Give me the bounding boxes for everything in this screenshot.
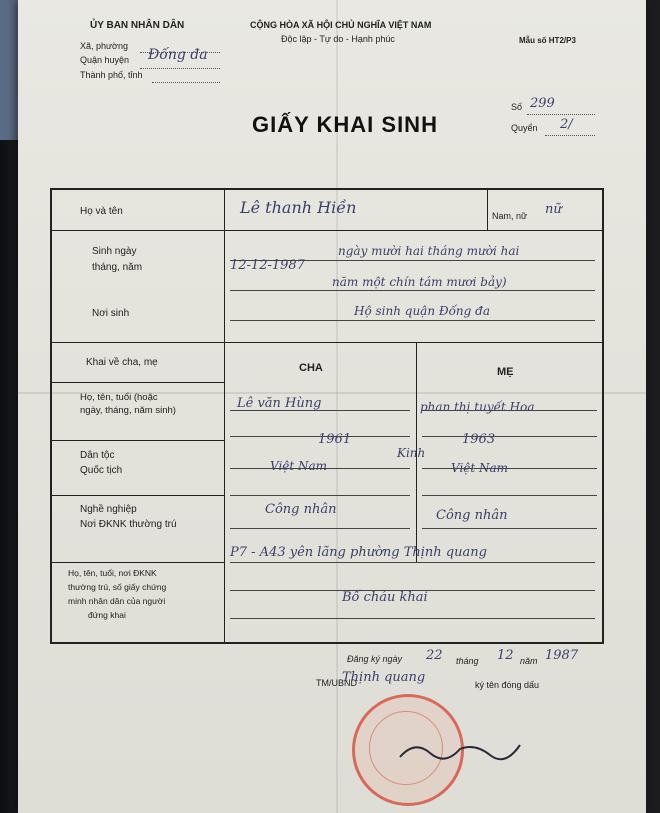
number-line: [527, 114, 595, 115]
year-word: năm: [520, 656, 538, 666]
father-job: Công nhân: [265, 502, 337, 517]
registered-day: 22: [426, 648, 443, 663]
ward-label: Xã, phường: [80, 41, 128, 51]
committee-abbrev: TM/UBND: [316, 678, 357, 688]
fill-line: [230, 562, 595, 563]
official-signature: [395, 735, 525, 765]
mother-job: Công nhân: [436, 508, 508, 523]
gender-value: nữ: [545, 202, 562, 217]
residence-label: Nơi ĐKNK thường trú: [80, 519, 177, 530]
form-code: Mẫu số HT2/P3: [519, 36, 576, 45]
committee-title: ỦY BAN NHÂN DÂN: [90, 20, 185, 31]
birthplace-value: Hộ sinh quận Đống đa: [354, 304, 490, 318]
declarant-label-4: đứng khai: [88, 610, 126, 620]
declarant-label-2: thường trú, số giấy chứng: [68, 582, 167, 592]
district-line: [140, 68, 220, 69]
nationality-label: Quốc tịch: [80, 465, 123, 476]
table-row-divider: [52, 342, 602, 343]
parent-name-label: Họ, tên, tuổi (hoặc: [80, 392, 158, 403]
declarant-label-3: minh nhân dân của người: [68, 596, 166, 606]
parents-label: Khai về cha, mẹ: [86, 357, 158, 368]
parent-name-label-2: ngày, tháng, năm sinh): [80, 405, 176, 416]
fill-line: [422, 495, 597, 496]
registered-month: 12: [497, 648, 514, 663]
number-value: 299: [530, 96, 555, 111]
mother-header: MẸ: [497, 366, 514, 378]
registered-label: Đăng ký ngày: [347, 654, 403, 664]
job-label: Nghề nghiệp: [80, 504, 137, 515]
dob-words-1: ngày mười hai tháng mười hai: [338, 244, 520, 258]
dob-label-2: tháng, năm: [92, 262, 143, 273]
birthplace-label: Nơi sinh: [92, 308, 130, 319]
address-value: P7 - A43 yên lãng phường Thịnh quang: [230, 545, 487, 560]
mother-nationality: Việt Nam: [451, 461, 509, 475]
volume-line: [545, 135, 595, 136]
city-label: Thành phố, tỉnh: [80, 70, 143, 80]
table-row-divider: [52, 382, 224, 383]
dob-label: Sinh ngày: [92, 246, 137, 257]
gender-label: Nam, nữ: [492, 211, 528, 221]
dob-words-2: năm một chín tám mươi bảy): [332, 275, 507, 289]
father-name: Lê văn Hùng: [237, 396, 322, 411]
ethnicity-note: Kinh: [397, 446, 426, 460]
dob-numeric: 12-12-1987: [230, 258, 305, 273]
mother-name: phan thị tuyết Hoa: [420, 400, 535, 414]
fill-line: [422, 468, 597, 469]
table-column-divider: [487, 190, 488, 230]
fill-line: [230, 320, 595, 321]
table-row-divider: [52, 440, 224, 441]
district-label: Quận huyện: [80, 55, 130, 65]
table-row-divider: [52, 562, 224, 563]
declarant-label: Họ, tên, tuổi, nơi ĐKNK: [68, 568, 157, 578]
volume-value: 2/: [560, 117, 573, 132]
mother-year: 1963: [462, 432, 496, 447]
ethnic-label: Dân tộc: [80, 450, 115, 461]
national-motto: Độc lập - Tự do - Hạnh phúc: [281, 34, 395, 44]
fill-line: [230, 495, 410, 496]
father-nationality: Việt Nam: [270, 459, 328, 473]
fill-line: [422, 528, 597, 529]
registered-year: 1987: [545, 648, 579, 663]
month-word: tháng: [456, 656, 479, 666]
district-value: Đống đa: [148, 47, 208, 63]
volume-label: Quyển: [511, 123, 538, 133]
table-column-divider: [224, 190, 225, 642]
fill-line: [422, 436, 597, 437]
ward-signature-place: Thịnh quang: [342, 670, 426, 685]
table-row-divider: [52, 495, 224, 496]
declarant-value: Bố cháu khai: [342, 590, 428, 605]
father-year: 1961: [318, 432, 352, 447]
number-label: Số: [511, 102, 523, 112]
document-title: GIẤY KHAI SINH: [252, 112, 438, 137]
republic-title: CỘNG HÒA XÃ HỘI CHỦ NGHĨA VIỆT NAM: [250, 20, 432, 30]
fill-line: [230, 528, 410, 529]
sign-note: ký tên đóng dấu: [475, 680, 540, 690]
name-label: Họ và tên: [80, 206, 123, 217]
fill-line: [230, 290, 595, 291]
city-line: [152, 82, 220, 83]
table-row-divider: [52, 230, 602, 231]
fill-line: [230, 618, 595, 619]
child-name: Lê thanh Hiền: [240, 198, 357, 217]
father-header: CHA: [299, 362, 323, 374]
